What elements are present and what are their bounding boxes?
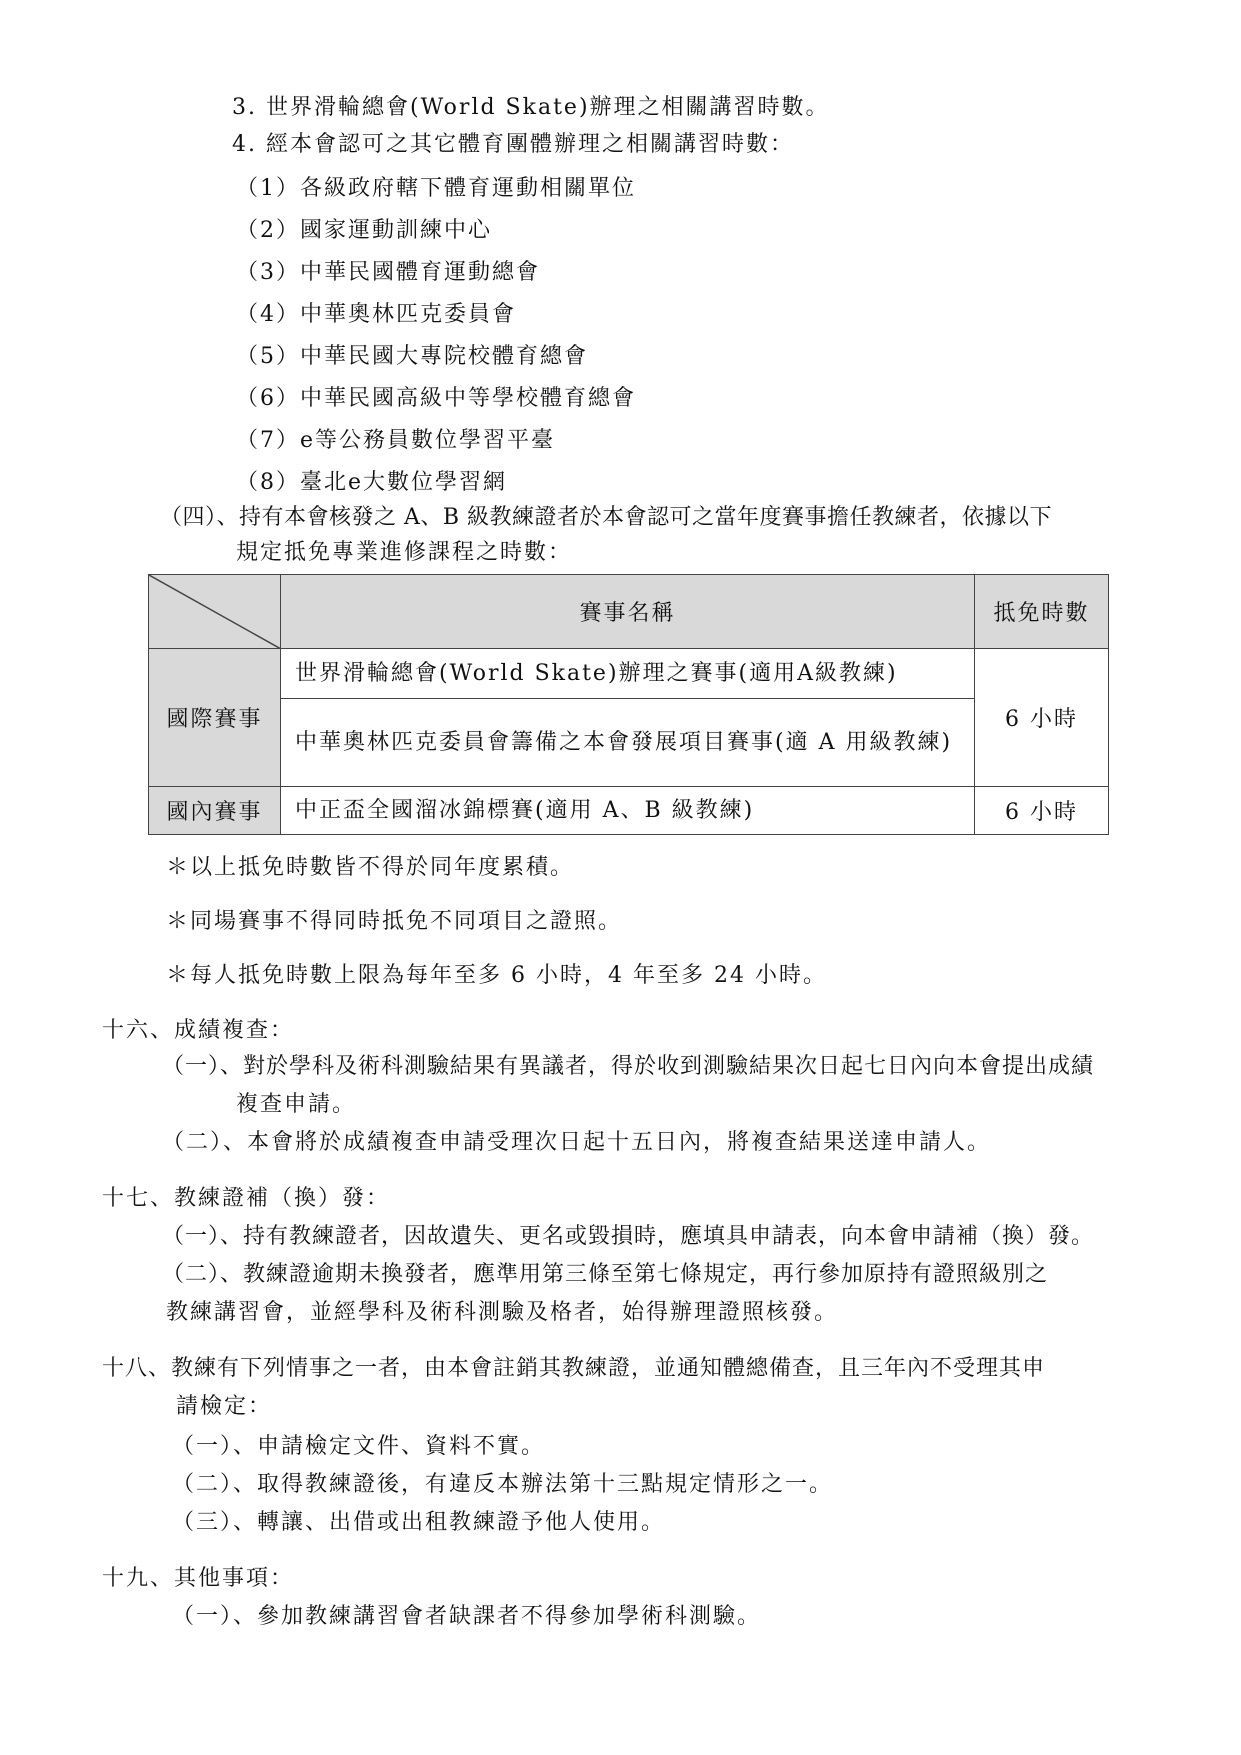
domestic-event: 中正盃全國溜冰錦標賽(適用 A、B 級教練): [281, 787, 975, 835]
section-17-item-2-cont: 教練講習會，並經學科及術科測驗及格者，始得辦理證照核發。: [166, 1300, 839, 1325]
sub-item-4: （4）中華奧林匹克委員會: [236, 302, 516, 327]
sub-item-6: （6）中華民國高級中等學校體育總會: [236, 386, 636, 411]
diagonal-corner-cell: [149, 575, 281, 649]
diagonal-line: [149, 575, 281, 649]
header-event-name: 賽事名稱: [281, 575, 975, 649]
note-2: ＊同場賽事不得同時抵免不同項目之證照。: [166, 909, 623, 934]
domestic-label: 國內賽事: [149, 787, 281, 835]
section-16-heading: 十六、成績複查：: [102, 1018, 295, 1043]
sub-item-5: （5）中華民國大專院校體育總會: [236, 344, 588, 369]
note-3: ＊每人抵免時數上限為每年至多 6 小時，4 年至多 24 小時。: [166, 963, 827, 988]
table-row: [149, 699, 1109, 787]
list-item-3: 3. 世界滑輪總會(World Skate)辦理之相關講習時數。: [232, 95, 830, 120]
section-16-item-2: （二）、本會將於成績複查申請受理次日起十五日內，將複查結果送達申請人。: [162, 1130, 992, 1155]
sub-item-3: （3）中華民國體育運動總會: [236, 260, 540, 285]
section-18-heading-cont: 請檢定：: [176, 1394, 273, 1419]
intl-event-1: 世界滑輪總會(World Skate)辦理之賽事(適用A級教練): [281, 649, 975, 699]
intl-event-2: 中華奧林匹克委員會籌備之本會發展項目賽事(適 A 用級教練): [281, 699, 975, 787]
section-18-item-2: （二）、取得教練證後，有違反本辦法第十三點規定情形之一。: [172, 1472, 834, 1497]
note-1: ＊以上抵免時數皆不得於同年度累積。: [166, 855, 575, 880]
list-item-4: 4. 經本會認可之其它體育團體辦理之相關講習時數：: [232, 132, 794, 157]
section-18-item-3: （三）、轉讓、出借或出租教練證予他人使用。: [172, 1510, 666, 1535]
section-18-heading: 十八、教練有下列情事之一者，由本會註銷其教練證，並通知體總備查，且三年內不受理其申: [102, 1356, 1046, 1381]
section-17-item-2: （二）、教練證逾期未換發者，應準用第三條至第七條規定，再行參加原持有證照級別之: [162, 1262, 1049, 1287]
international-label: 國際賽事: [149, 649, 281, 787]
section-19-heading: 十九、其他事項：: [102, 1566, 295, 1591]
section-4-line-2: 規定抵免專業進修課程之時數：: [236, 540, 573, 565]
section-18-item-1: （一）、申請檢定文件、資料不實。: [172, 1434, 546, 1459]
section-17-item-1: （一）、持有教練證者，因故遺失、更名或毀損時，應填具申請表，向本會申請補（換）發。: [162, 1224, 1095, 1249]
section-16-item-1-cont: 複查申請。: [236, 1092, 357, 1117]
sub-item-7: （7）e等公務員數位學習平臺: [236, 428, 556, 453]
table-header-row: [149, 575, 1109, 649]
table-row: [149, 787, 1109, 835]
section-4-line-1: （四）、持有本會核發之 A、B 級教練證者於本會認可之當年度賽事擔任教練者，依據以下: [160, 505, 1053, 530]
section-16-item-1: （一）、對於學科及術科測驗結果有異議者，得於收到測驗結果次日起七日內向本會提出成績: [162, 1054, 1095, 1079]
sub-item-1: （1）各級政府轄下體育運動相關單位: [236, 176, 636, 201]
section-19-item-1: （一）、參加教練講習會者缺課者不得參加學術科測驗。: [172, 1604, 762, 1629]
table-row: [149, 649, 1109, 699]
domestic-hours: 6 小時: [975, 787, 1109, 835]
header-hours: 抵免時數: [975, 575, 1109, 649]
intl-hours: 6 小時: [975, 649, 1109, 787]
section-17-heading: 十七、教練證補（換）發：: [102, 1186, 391, 1211]
sub-item-2: （2）國家運動訓練中心: [236, 218, 492, 243]
exemption-table: [148, 574, 1109, 835]
sub-item-8: （8）臺北e大數位學習網: [236, 470, 508, 495]
